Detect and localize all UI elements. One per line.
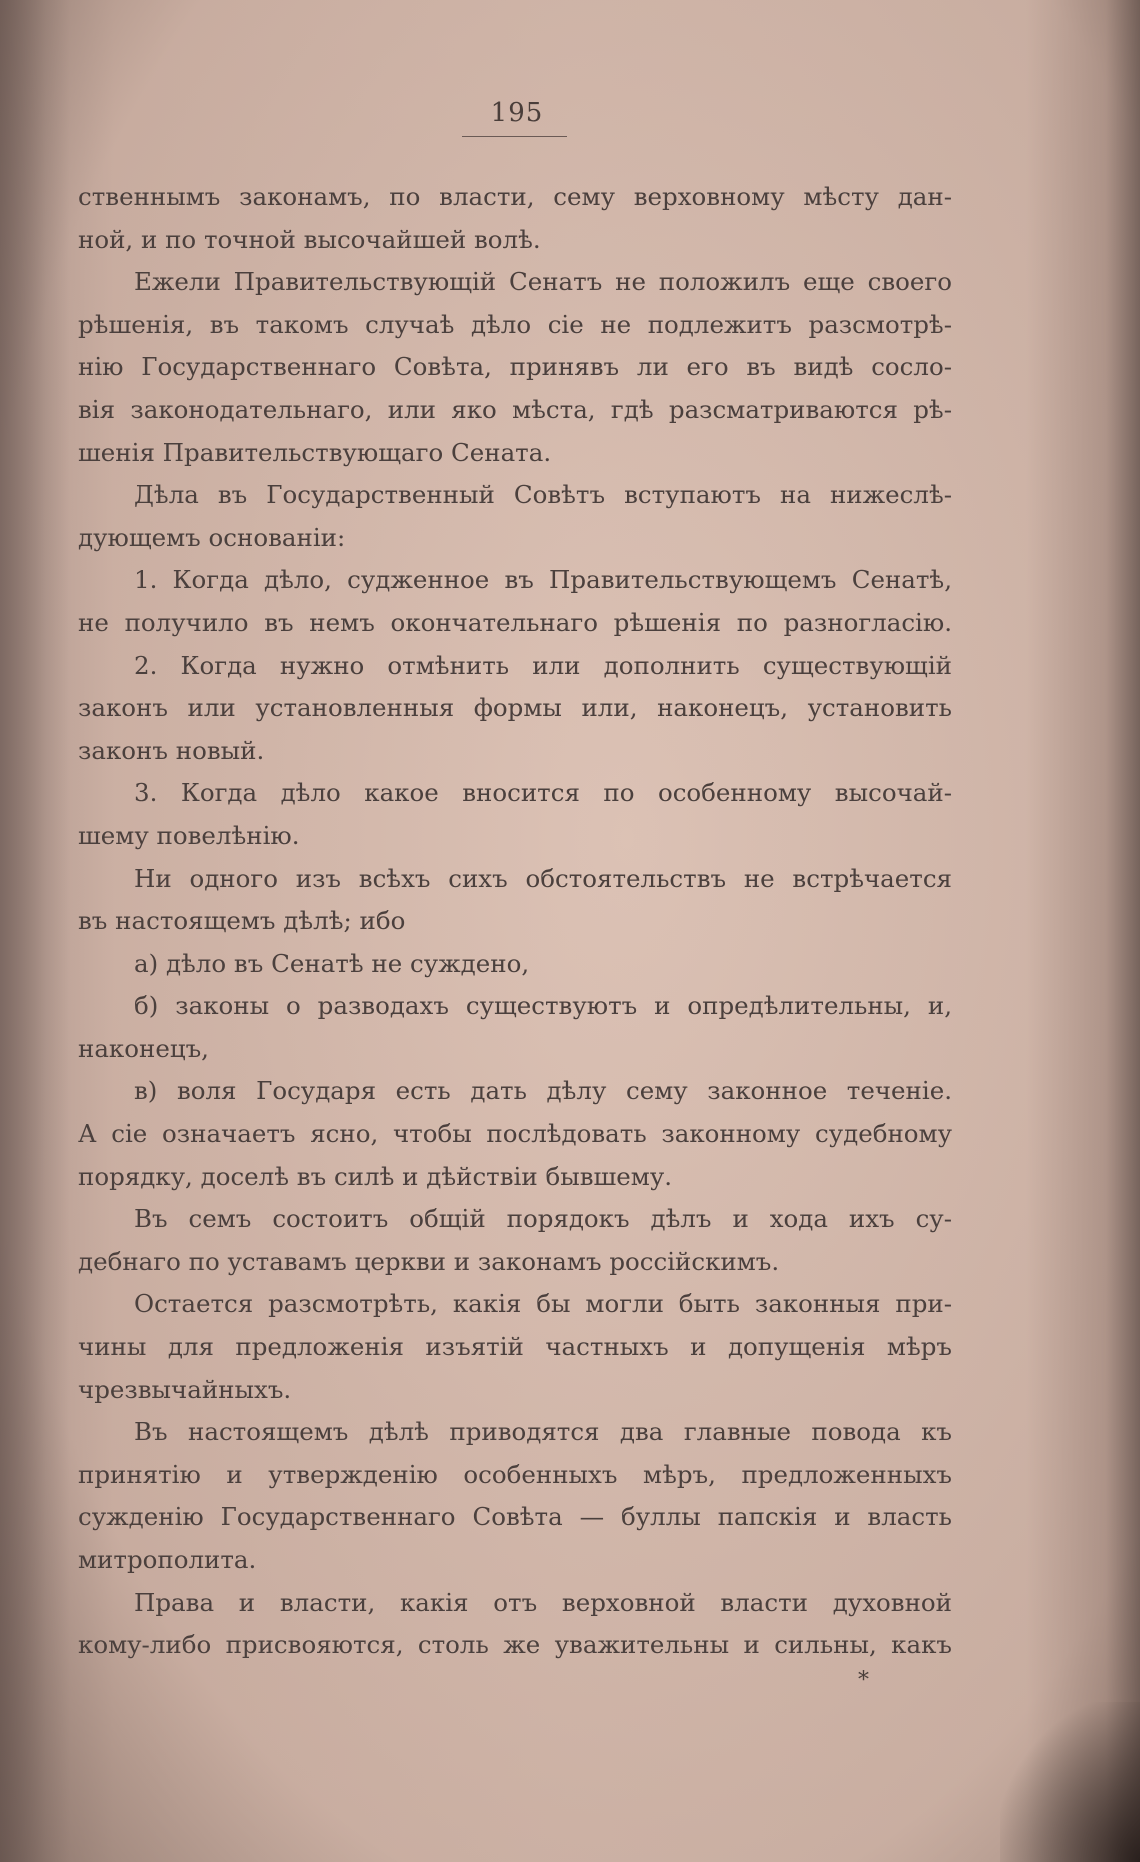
text-line: митрополита. xyxy=(78,1545,257,1574)
text-line: вія законодательнаго, или яко мѣста, гдѣ разсматриваются рѣ- xyxy=(78,394,952,424)
text-line: шенія Правительствующаго Сената. xyxy=(78,437,552,467)
text-line: 3. Когда дѣло какое вносится по особенному высочай- xyxy=(134,778,952,808)
text-line: в) воля Государя есть дать дѣлу сему законное теченіе. xyxy=(134,1076,952,1106)
page-number-rule xyxy=(462,136,567,137)
text-line: Ежели Правительствующій Сенатъ не положилъ еще своего xyxy=(134,267,952,297)
page-number: 195 xyxy=(490,98,544,128)
text-line: а) дѣло въ Сенатѣ не суждено, xyxy=(134,948,530,978)
text-line: принятію и утвержденію особенныхъ мѣръ, предложенныхъ xyxy=(78,1459,952,1489)
text-line: 1. Когда дѣло, судженное въ Правительствующемъ Сенатѣ, xyxy=(134,565,952,595)
text-line: въ настоящемъ дѣлѣ; ибо xyxy=(78,906,406,936)
text-line: Въ семъ состоитъ общій порядокъ дѣлъ и хода ихъ су- xyxy=(134,1204,952,1234)
text-line: Въ настоящемъ дѣлѣ приводятся два главные повода къ xyxy=(134,1417,952,1447)
text-line: чрезвычайныхъ. xyxy=(78,1374,292,1404)
text-line: дующемъ основаніи: xyxy=(78,522,346,552)
text-line: Дѣла въ Государственный Совѣтъ вступаютъ на нижеслѣ- xyxy=(134,480,952,510)
text-line: наконецъ, xyxy=(78,1033,209,1063)
text-line: рѣшенія, въ такомъ случаѣ дѣло сіе не подлежитъ разсмотрѣ- xyxy=(78,309,952,339)
text-line: законъ или установленныя формы или, наконецъ, установить xyxy=(78,693,952,723)
text-line: не получило въ немъ окончательнаго рѣшенія по разногласію. xyxy=(78,607,952,637)
text-line: нію Государственнаго Совѣта, принявъ ли его въ видѣ сосло- xyxy=(78,352,952,382)
text-line: б) законы о разводахъ существуютъ и опредѣлительны, и, xyxy=(134,991,952,1021)
text-line: ной, и по точной высочайшей волѣ. xyxy=(78,224,541,254)
text-line: дебнаго по уставамъ церкви и законамъ россійскимъ. xyxy=(78,1246,780,1276)
text-line: сужденію Государственнаго Совѣта — буллы папскія и власть xyxy=(78,1502,952,1532)
text-line: шему повелѣнію. xyxy=(78,820,300,850)
text-line: ственнымъ законамъ, по власти, сему верховному мѣсту дан- xyxy=(78,182,952,211)
text-line: 2. Когда нужно отмѣнить или дополнить существующій xyxy=(134,650,952,680)
text-line: Права и власти, какія отъ верховной власти духовной xyxy=(134,1587,952,1617)
text-line: порядку, доселѣ въ силѣ и дѣйствіи бывшему. xyxy=(78,1161,673,1191)
footer-mark: * xyxy=(858,1668,869,1693)
text-line: законъ новый. xyxy=(78,735,265,765)
body-text xyxy=(78,176,952,1667)
text-line: кому-либо присвояются, столь же уважительны и сильны, какъ xyxy=(78,1630,952,1660)
text-line: чины для предложенія изъятій частныхъ и допущенія мѣръ xyxy=(78,1332,952,1362)
text-line: Остается разсмотрѣть, какія бы могли быть законныя при- xyxy=(134,1289,952,1319)
text-line: А сіе означаетъ ясно, чтобы послѣдовать законному судебному xyxy=(78,1119,952,1149)
text-line: Ни одного изъ всѣхъ сихъ обстоятельствъ не встрѣчается xyxy=(134,863,952,893)
corner-shadow xyxy=(1000,1702,1140,1862)
page-edge-shadow xyxy=(0,0,70,1862)
